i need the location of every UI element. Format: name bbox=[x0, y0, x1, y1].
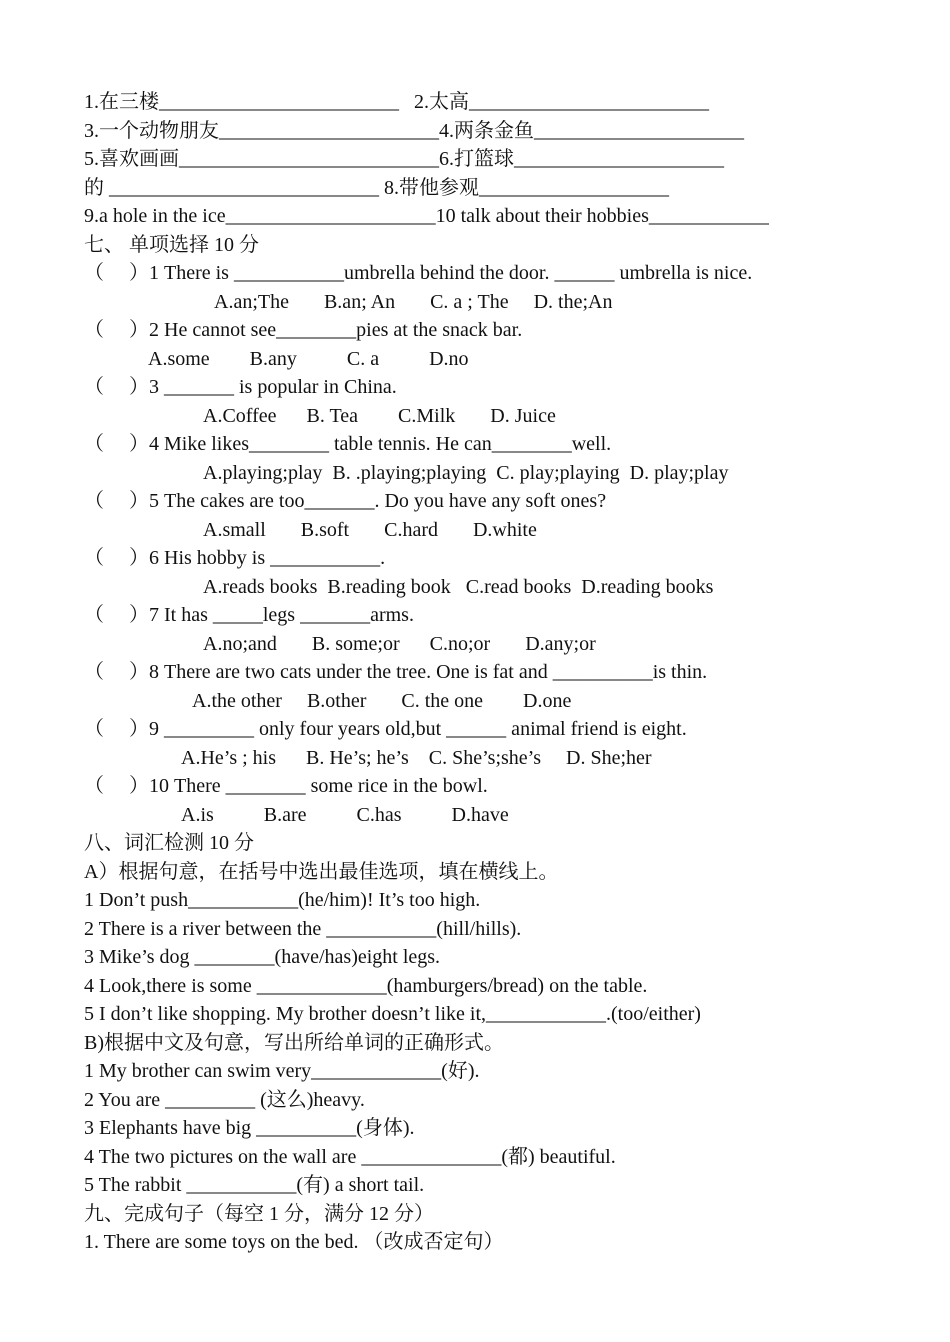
part-a-item-5: 5 I don’t like shopping. My brother doesn’t like it,____________.(too/either) bbox=[84, 1003, 701, 1025]
mc-options-7: A.no;and B. some;or C.no;or D.any;or bbox=[203, 632, 596, 655]
sentence-item-1: 1. There are some toys on the bed. （改成否定句） bbox=[84, 1231, 504, 1253]
part-a-item-3: 3 Mike’s dog ________(have/has)eight legs. bbox=[84, 946, 441, 968]
part-a-item-2: 2 There is a river between the ___________(hill/hills). bbox=[84, 917, 522, 940]
part-a-instructions: A）根据句意，在括号中选出最佳选项，填在横线上。 bbox=[84, 860, 559, 883]
mc-question-7: （ ）7 It has _____legs _______arms. bbox=[84, 604, 414, 626]
translation-row-4: 的 ___________________________ 8.带他参观___________________ bbox=[84, 176, 669, 199]
mc-options-10: A.is B.are C.has D.have bbox=[181, 803, 509, 826]
translation-row-1: 1.在三楼________________________ 2.太高________________________ bbox=[84, 91, 709, 113]
section8-heading: 八、词汇检测 10 分 bbox=[84, 832, 254, 854]
mc-options-4: A.playing;play B. .playing;playing C. play;playing D. play;play bbox=[203, 461, 729, 484]
part-b-item-1: 1 My brother can swim very_____________(好). bbox=[84, 1060, 480, 1082]
mc-options-1: A.an;The B.an; An C. a ; The D. the;An bbox=[214, 290, 613, 313]
mc-options-6: A.reads books B.reading book C.read books D.reading books bbox=[203, 575, 714, 598]
mc-question-5: （ ）5 The cakes are too_______. Do you have any soft ones? bbox=[84, 490, 607, 512]
translation-row-2: 3.一个动物朋友______________________4.两条金鱼_____________________ bbox=[84, 119, 744, 142]
mc-options-2: A.some B.any C. a D.no bbox=[148, 347, 469, 370]
mc-options-5: A.small B.soft C.hard D.white bbox=[203, 518, 537, 541]
part-b-item-3: 3 Elephants have big __________(身体). bbox=[84, 1117, 415, 1139]
part-b-item-4: 4 The two pictures on the wall are ______________(都) beautiful. bbox=[84, 1145, 616, 1168]
mc-question-9: （ ）9 _________ only four years old,but ______ animal friend is eight. bbox=[84, 718, 687, 740]
mc-question-1: （ ）1 There is ___________umbrella behind the door. ______ umbrella is nice. bbox=[84, 262, 753, 284]
mc-question-6: （ ）6 His hobby is ___________. bbox=[84, 547, 386, 569]
section7-heading: 七、 单项选择 10 分 bbox=[84, 233, 259, 256]
mc-question-2: （ ）2 He cannot see________pies at the snack bar. bbox=[84, 319, 523, 341]
mc-question-4: （ ）4 Mike likes________ table tennis. He can________well. bbox=[84, 433, 612, 455]
part-b-item-5: 5 The rabbit ___________(有) a short tail. bbox=[84, 1174, 425, 1196]
translation-row-3: 5.喜欢画画__________________________6.打篮球_____________________ bbox=[84, 148, 724, 170]
mc-question-8: （ ）8 There are two cats under the tree. One is fat and __________is thin. bbox=[84, 661, 708, 683]
mc-question-3: （ ）3 _______ is popular in China. bbox=[84, 376, 397, 398]
section9-heading: 九、完成句子（每空 1 分，满分 12 分） bbox=[84, 1202, 434, 1225]
translation-row-5: 9.a hole in the ice_____________________10 talk about their hobbies____________ bbox=[84, 205, 769, 227]
mc-question-10: （ ）10 There ________ some rice in the bowl. bbox=[84, 775, 488, 797]
mc-options-9: A.He’s ; his B. He’s; he’s C. She’s;she’s D. She;her bbox=[181, 746, 652, 769]
mc-options-8: A.the other B.other C. the one D.one bbox=[192, 689, 572, 712]
part-a-item-4: 4 Look,there is some _____________(hamburgers/bread) on the table. bbox=[84, 974, 648, 997]
part-b-instructions: B)根据中文及句意，写出所给单词的正确形式。 bbox=[84, 1031, 504, 1054]
part-b-item-2: 2 You are _________ (这么)heavy. bbox=[84, 1088, 365, 1111]
mc-options-3: A.Coffee B. Tea C.Milk D. Juice bbox=[203, 404, 556, 427]
part-a-item-1: 1 Don’t push___________(he/him)! It’s too high. bbox=[84, 889, 481, 911]
